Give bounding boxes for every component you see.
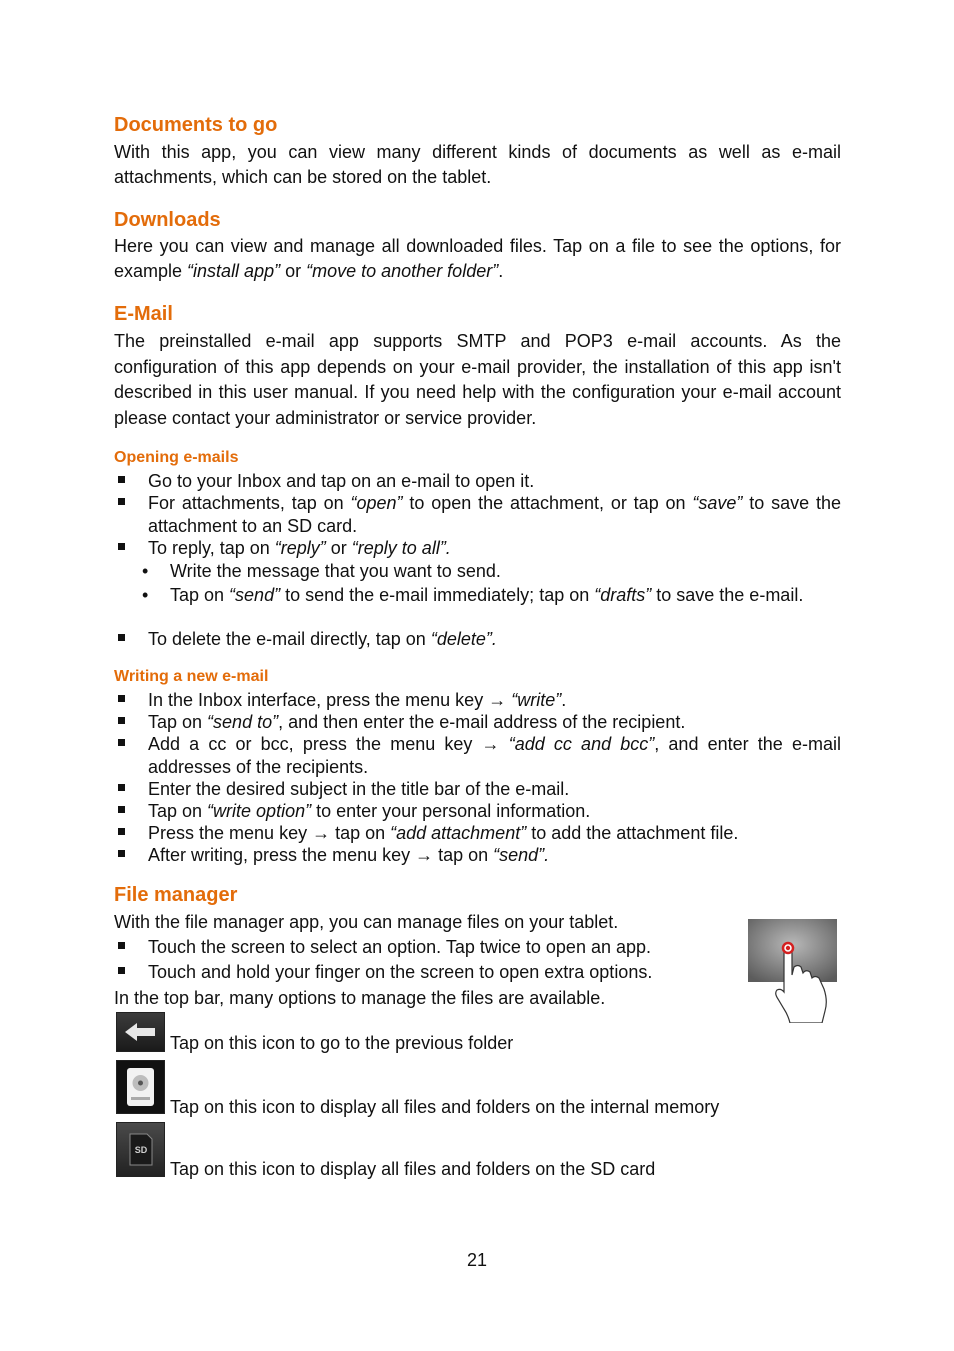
sd-card-icon (116, 1122, 165, 1177)
heading-opening-emails: Opening e-mails (114, 449, 239, 466)
list-item: Tap on “send to”, and then enter the e-mail address of the recipient. (114, 711, 841, 734)
bullet-marker (142, 560, 148, 583)
list-item: Touch and hold your finger on the screen to open extra options. (114, 961, 714, 984)
list-item: Enter the desired subject in the title bar of the e-mail. (114, 778, 841, 801)
list-item: Press the menu key → tap on “add attachment” to add the attachment file. (114, 822, 841, 845)
heading-documents-to-go: Documents to go (114, 114, 278, 136)
bullet-marker (118, 806, 125, 813)
downloads-paragraph: Here you can view and manage all downloaded files. Tap on a file to see the options, for example “install app” or “move to another folder”. (114, 236, 841, 281)
email-paragraph: The preinstalled e-mail app supports SMTP and POP3 e-mail accounts. As the configuration of this app depends on your e-mail provider, the installation of this app isn't described in this user manual. If you need help with the configuration your e-mail account please contact your administrator or service provider. (114, 331, 841, 428)
list-item: To delete the e-mail directly, tap on “delete”. (114, 628, 841, 651)
touch-gesture-icon (748, 919, 837, 1023)
list-item: In the Inbox interface, press the menu key → “write”. (114, 689, 841, 712)
bullet-marker (118, 476, 125, 483)
heading-file-manager: File manager (114, 884, 238, 906)
list-item: Tap on “write option” to enter your personal information. (114, 800, 841, 823)
sd-label: SD (134, 1145, 148, 1155)
internal-memory-icon-description: Tap on this icon to display all files and folders on the internal memory (170, 1097, 720, 1117)
back-arrow-icon (116, 1012, 165, 1052)
bullet-marker (118, 717, 125, 724)
sub-list-item: • Tap on “send” to send the e-mail immediately; tap on “drafts” to save the e-mail. (114, 584, 841, 607)
bullet-marker (118, 967, 125, 974)
bullet-marker (118, 695, 125, 702)
heading-writing-email: Writing a new e-mail (114, 668, 269, 685)
file-manager-topbar-text: In the top bar, many options to manage the files are available. (114, 988, 606, 1008)
sub-list-item: • Write the message that you want to send. (114, 560, 841, 583)
file-manager-intro: With the file manager app, you can manage files on your tablet. (114, 912, 619, 932)
bullet-marker (118, 634, 125, 641)
back-icon-description: Tap on this icon to go to the previous folder (170, 1033, 514, 1053)
heading-downloads: Downloads (114, 209, 221, 231)
list-item: Touch the screen to select an option. Tap twice to open an app. (114, 936, 714, 959)
sd-card-icon-description: Tap on this icon to display all files and folders on the SD card (170, 1159, 656, 1179)
bullet-marker (118, 942, 125, 949)
bullet-marker (142, 584, 148, 607)
list-item: Add a cc or bcc, press the menu key → “add cc and bcc”, and enter the e-mail addresses of the recipients. (114, 733, 841, 778)
list-item: For attachments, tap on “open” to open the attachment, or tap on “save” to save the attachment to an SD card. (114, 492, 841, 537)
list-item: Go to your Inbox and tap on an e-mail to open it. (114, 470, 841, 493)
page-number: 21 (466, 1250, 488, 1270)
internal-memory-icon (116, 1060, 165, 1114)
bullet-marker (118, 543, 125, 550)
bullet-marker (118, 784, 125, 791)
list-item: After writing, press the menu key → tap on “send”. (114, 844, 841, 867)
bullet-marker (118, 850, 125, 857)
heading-email: E-Mail (114, 303, 173, 325)
documents-paragraph: With this app, you can view many different kinds of documents as well as e-mail attachments, which can be stored on the tablet. (114, 142, 841, 187)
bullet-marker (118, 828, 125, 835)
bullet-marker (118, 739, 125, 746)
bullet-marker (118, 498, 125, 505)
list-item: To reply, tap on “reply” or “reply to all”. (114, 537, 841, 560)
